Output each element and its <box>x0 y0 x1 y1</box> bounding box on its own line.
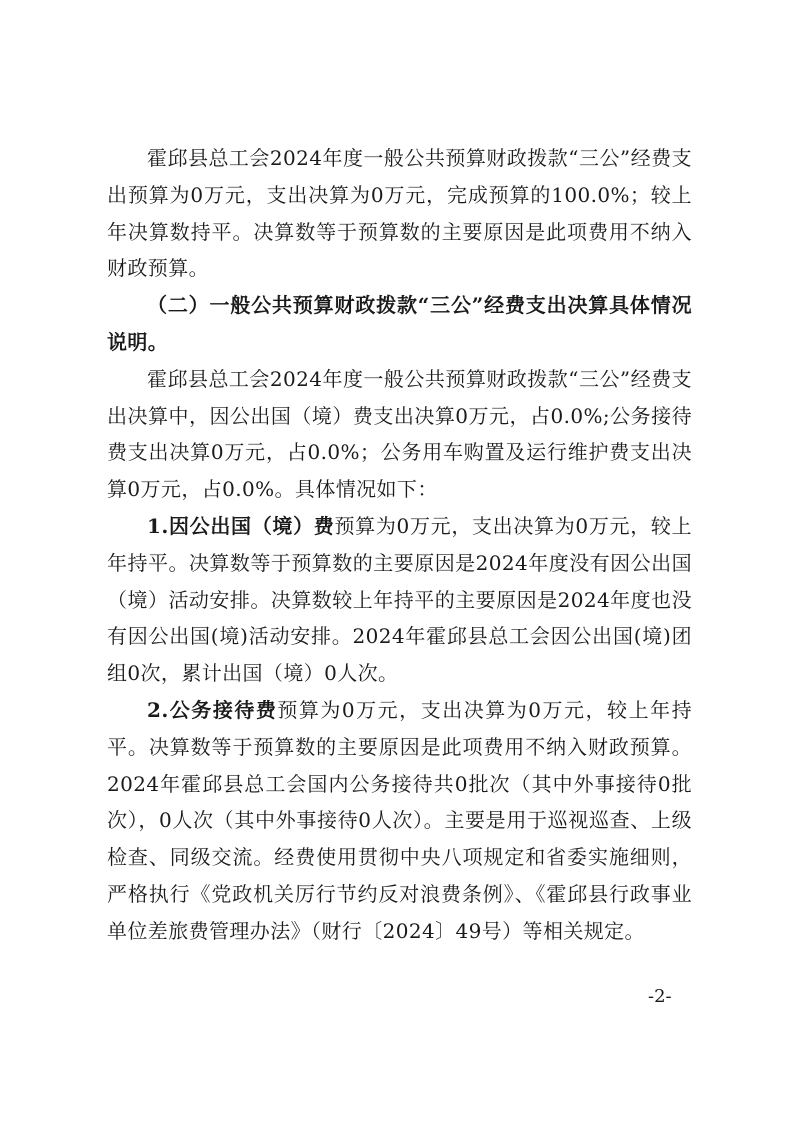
item-body-overseas-travel: 预算为0万元，支出决算为0万元，较上年持平。决算数等于预算数的主要原因是2024年度没有因公出国（境）活动安排。决算数较上年持平的主要原因是2024年度也没有因公出国(境)活动安排。2024年霍邱县总工会因公出国(境)团组0次，累计出国（境）0人次。 <box>107 513 692 686</box>
section-heading-three-public-expenses: （二）一般公共预算财政拨款“三公”经费支出决算具体情况说明。 <box>107 293 692 354</box>
paragraph-expense-breakdown: 霍邱县总工会2024年度一般公共预算财政拨款“三公”经费支出决算中，因公出国（境）费支出决算0万元，占0.0%;公务接待费支出决算0万元，占0.0%；公务用车购置及运行维护费支出决算0万元，占0.0%。具体情况如下： <box>107 366 692 502</box>
item-lead-overseas-travel: 1.因公出国（境）费 <box>147 513 335 538</box>
paragraph-budget-summary: 霍邱县总工会2024年度一般公共预算财政拨款“三公”经费支出预算为0万元，支出决算为0万元，完成预算的100.0%；较上年决算数持平。决算数等于预算数的主要原因是此项费用不纳入财政预算。 <box>107 146 692 281</box>
page-number: -2- <box>648 986 672 1007</box>
item-lead-official-reception: 2.公务接待费 <box>147 697 278 722</box>
paragraph-overseas-travel <box>107 508 692 692</box>
document-body <box>107 140 692 950</box>
item-body-official-reception: 预算为0万元，支出决算为0万元，较上年持平。决算数等于预算数的主要原因是此项费用不纳入财政预算。2024年霍邱县总工会国内公务接待共0批次（其中外事接待0批次），0人次（其中外事接待0人次）。主要是用于巡视巡查、上级检查、同级交流。经费使用贯彻中央八项规定和省委实施细则，严格执行《党政机关厉行节约反对浪费条例》、《霍邱县行政事业单位差旅费管理办法》（财行〔2024〕49号）等相关规定。 <box>107 697 692 943</box>
paragraph-official-reception <box>107 692 692 950</box>
